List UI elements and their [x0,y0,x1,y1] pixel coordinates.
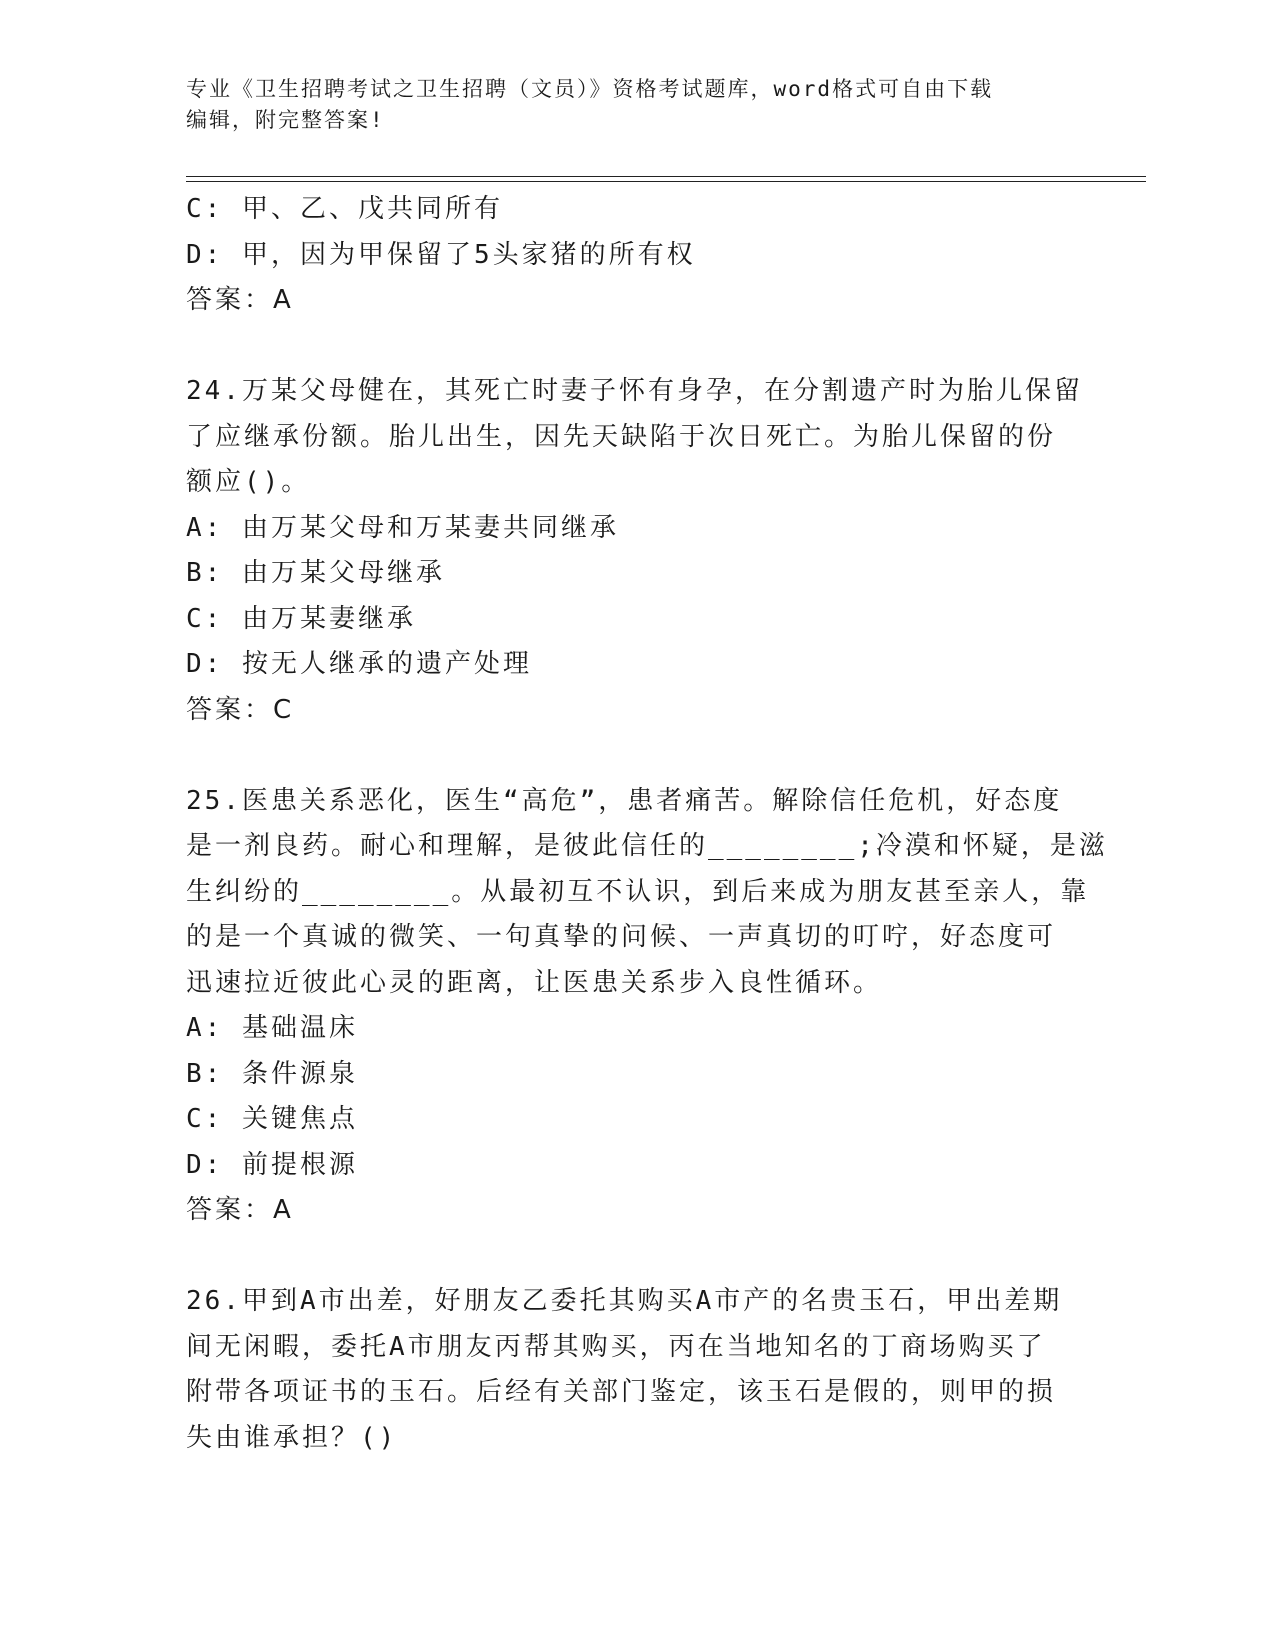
spacer [186,324,1086,370]
question-stem: 是一剂良药。耐心和理解，是彼此信任的________;冷漠和怀疑，是滋 [186,831,1108,861]
option-b: B: 由万某父母继承 [186,558,445,588]
question-stem: 的是一个真诚的微笑、一句真挚的问候、一声真切的叮咛，好态度可 [186,922,1057,952]
header-divider-top [186,176,1146,177]
option-b: B: 条件源泉 [186,1058,358,1089]
document-header [186,74,1086,136]
spacer [186,733,1086,779]
option-a: A: 由万某父母和万某妻共同继承 [186,512,619,543]
question-stem: 生纠纷的________。从最初互不认识，到后来成为朋友甚至亲人，靠 [186,876,1090,907]
question-stem: 附带各项证书的玉石。后经有关部门鉴定，该玉石是假的，则甲的损 [186,1377,1057,1407]
answer-line: 答案：A [186,1195,294,1225]
question-23-tail [186,187,1086,324]
question-stem: 迅速拉近彼此心灵的距离，让医患关系步入良性循环。 [186,967,883,998]
question-24 [186,369,1086,733]
option-c: C: 甲、乙、戊共同所有 [186,194,503,224]
header-line-1: 专业《卫生招聘考试之卫生招聘（文员）》资格考试题库，word格式可自由下载 [186,77,994,101]
question-stem: 24.万某父母健在，其死亡时妻子怀有身孕，在分割遗产时为胎儿保留 [186,376,1083,406]
option-d: D: 甲，因为甲保留了5头家猪的所有权 [186,239,696,270]
option-d: D: 按无人继承的遗产处理 [186,649,532,679]
option-c: C: 关键焦点 [186,1104,358,1134]
option-c: C: 由万某妻继承 [186,603,416,634]
question-stem: 间无闲暇，委托A市朋友丙帮其购买，丙在当地知名的丁商场购买了 [186,1331,1046,1362]
question-stem: 了应继承份额。胎儿出生，因先天缺陷于次日死亡。为胎儿保留的份 [186,421,1057,452]
answer-line: 答案：C [186,694,295,725]
question-26 [186,1279,1086,1461]
answer-line: 答案：A [186,285,294,315]
question-stem: 26.甲到A市出差，好朋友乙委托其购买A市产的名贵玉石，甲出差期 [186,1286,1063,1316]
question-stem: 失由谁承担？() [186,1422,398,1453]
question-stem: 25.医患关系恶化，医生“高危”，患者痛苦。解除信任危机，好态度 [186,785,1063,816]
question-stem: 额应()。 [186,467,311,497]
header-divider-bottom [186,181,1146,182]
option-d: D: 前提根源 [186,1149,358,1180]
question-list [186,187,1108,1461]
header-line-2: 编辑，附完整答案! [186,108,385,132]
question-25 [186,779,1108,1234]
spacer [186,1234,1086,1280]
option-a: A: 基础温床 [186,1013,358,1043]
